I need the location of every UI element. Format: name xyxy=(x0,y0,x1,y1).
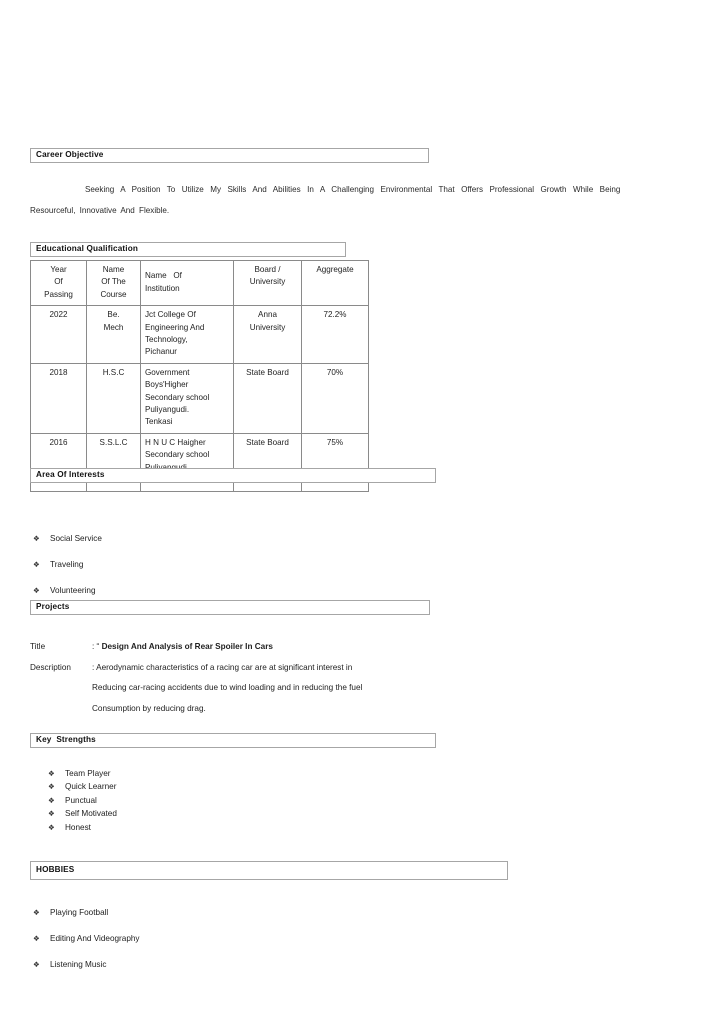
diamond-bullet-icon: ❖ xyxy=(48,782,55,792)
project-description-line-1: : Aerodynamic characteristics of a racing car are at significant interest in xyxy=(92,662,353,672)
cell-institution: H N U C Haigher Secondary school xyxy=(141,433,234,491)
column-header-board: Board / University xyxy=(234,261,302,306)
list-item xyxy=(48,780,117,793)
table-row xyxy=(31,363,369,433)
section-title-educational-qualification: Educational Qualification xyxy=(36,244,139,254)
projects-details xyxy=(30,637,530,719)
cell-board: State Board xyxy=(234,363,302,433)
list-item-label: Traveling xyxy=(50,560,84,569)
section-title-area-of-interests: Area Of Interests xyxy=(36,470,105,480)
key-strengths-list xyxy=(48,767,117,834)
career-objective-line-2: Resourceful, Innovative And Flexible. xyxy=(30,206,170,215)
list-item-label: Listening Music xyxy=(50,960,107,969)
list-item-label: Social Service xyxy=(50,534,102,543)
section-header-hobbies xyxy=(30,861,508,880)
cell-aggregate: 70% xyxy=(302,363,369,433)
list-item xyxy=(48,767,117,780)
section-title-key-strengths: Key Strengths xyxy=(36,735,96,745)
list-item xyxy=(33,926,140,952)
column-header-aggregate: Aggregate xyxy=(302,261,369,306)
list-item xyxy=(33,552,102,578)
diamond-bullet-icon: ❖ xyxy=(33,560,40,569)
list-item-label: Team Player xyxy=(65,769,111,778)
education-table xyxy=(30,260,369,492)
list-item xyxy=(33,526,102,552)
diamond-bullet-icon: ❖ xyxy=(48,822,55,832)
section-header-projects xyxy=(30,600,430,615)
project-title-value xyxy=(92,637,530,658)
career-objective-text xyxy=(30,179,687,221)
cell-year: 2016 xyxy=(31,433,87,491)
project-title-separator: : “ xyxy=(92,642,102,651)
diamond-bullet-icon: ❖ xyxy=(33,586,40,595)
list-item xyxy=(33,900,140,926)
section-title-projects: Projects xyxy=(36,602,70,612)
project-description-label: Description xyxy=(30,662,71,672)
list-item-label: Volunteering xyxy=(50,586,96,595)
column-header-institution: Name Of Institution xyxy=(141,261,234,306)
diamond-bullet-icon: ❖ xyxy=(33,934,40,943)
cell-institution: Government Boys'Higher Secondary school Puliyangudi. Tenkasi xyxy=(141,363,234,433)
cell-aggregate: 72.2% xyxy=(302,306,369,364)
cell-institution: Jct College Of Engineering And Technology, Pichanur xyxy=(141,306,234,364)
list-item-label: Honest xyxy=(65,822,91,832)
column-header-year: Year Of Passing xyxy=(31,261,87,306)
project-title-row xyxy=(30,637,530,658)
project-description-line-2: Reducing car-racing accidents due to wind loading and in reducing the fuel xyxy=(92,683,363,693)
cell-course: Be. Mech xyxy=(87,306,141,364)
project-title-label: Title xyxy=(30,642,46,651)
table-row xyxy=(31,306,369,364)
section-header-key-strengths xyxy=(30,733,436,748)
list-item xyxy=(33,952,140,978)
table-header-row xyxy=(31,261,369,306)
diamond-bullet-icon: ❖ xyxy=(48,769,55,778)
column-header-course: Name Of The Course xyxy=(87,261,141,306)
list-item-label: Punctual xyxy=(65,795,97,805)
diamond-bullet-icon: ❖ xyxy=(33,908,40,917)
list-item xyxy=(48,794,117,807)
section-title-hobbies: HOBBIES xyxy=(36,865,75,875)
project-description-row xyxy=(30,658,530,679)
section-header-area-of-interests xyxy=(30,468,436,483)
hobbies-list xyxy=(33,900,140,978)
list-item-label: Playing Football xyxy=(50,908,109,917)
cell-board: State Board xyxy=(234,433,302,491)
list-item-label: Self Motivated xyxy=(65,809,117,819)
list-item xyxy=(48,821,117,834)
cell-course: H.S.C xyxy=(87,363,141,433)
project-description-separator: : xyxy=(92,662,97,672)
cell-aggregate: 75% xyxy=(302,433,369,491)
section-header-career-objective xyxy=(30,148,429,163)
diamond-bullet-icon: ❖ xyxy=(33,960,40,969)
diamond-bullet-icon: ❖ xyxy=(48,795,55,805)
section-header-educational-qualification xyxy=(30,242,346,257)
cell-year: 2022 xyxy=(31,306,87,364)
cell-board: Anna University xyxy=(234,306,302,364)
cell-course: S.S.L.C xyxy=(87,433,141,491)
list-item-label: Quick Learner xyxy=(65,782,117,792)
area-of-interests-list xyxy=(33,526,102,604)
section-title-career-objective: Career Objective xyxy=(36,150,104,160)
diamond-bullet-icon: ❖ xyxy=(33,534,40,543)
project-description-line-3: Consumption by reducing drag. xyxy=(92,703,206,713)
diamond-bullet-icon: ❖ xyxy=(48,809,55,819)
list-item xyxy=(48,807,117,820)
cell-year: 2018 xyxy=(31,363,87,433)
career-objective-line-1: Seeking A Position To Utilize My Skills And Abilities In A Challenging Environmental That Offers Professional Growth While Being xyxy=(85,185,621,194)
list-item-label: Editing And Videography xyxy=(50,934,140,943)
project-title-text: Design And Analysis of Rear Spoiler In Cars xyxy=(101,642,273,651)
